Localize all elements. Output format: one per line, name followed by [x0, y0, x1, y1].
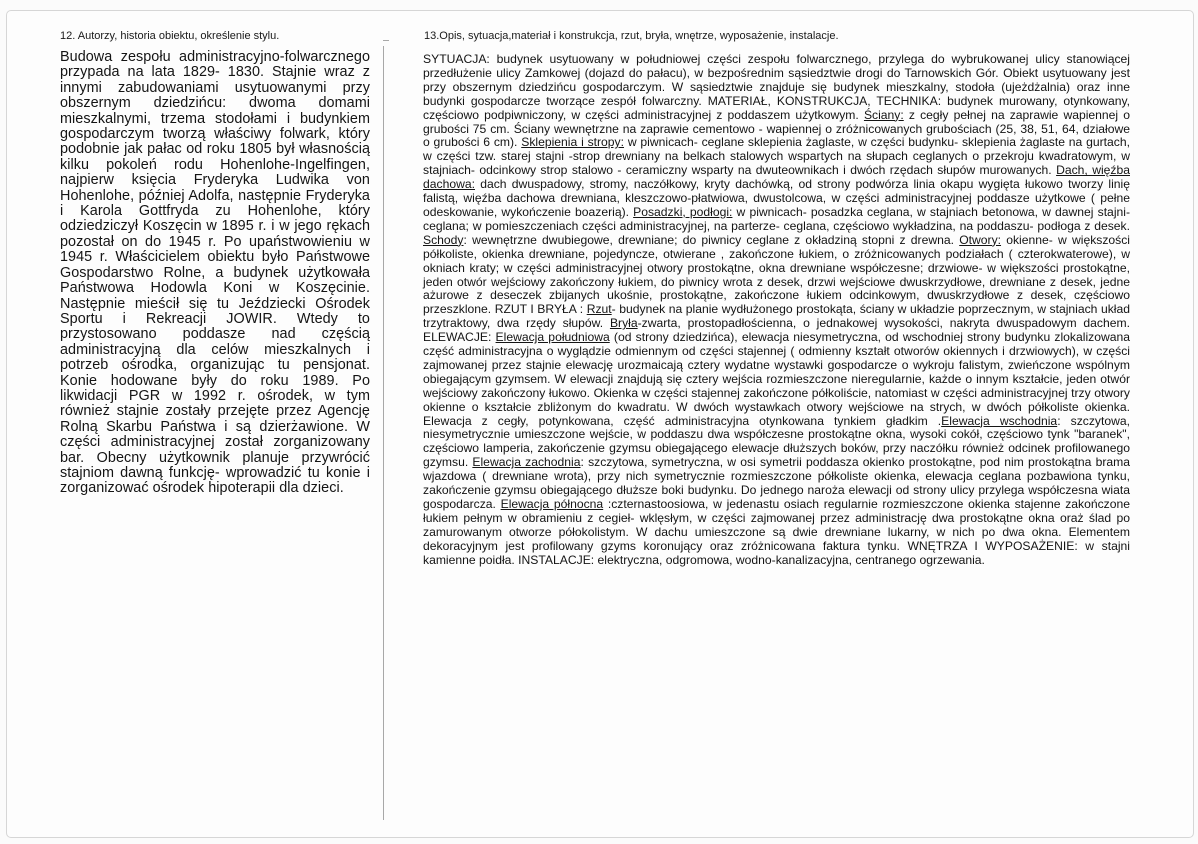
description-text: okienne- w większości półkoliste, okienka drewniane, pojedyncze, otwierane , zakończone łukiem, o zróżnicowanych podziałach ( czterokwaterowe), w okniach kraty; w części administracyjnej otwory prostokątne, okna drewniane współczesne; drzwiowe- w większości prostokątne, jeden otwór wejściowy zakończony łukiem, do piwnicy wrota z desek, drzwi wejściowe dwuskrzydłowe, drewniane z desek, jedne ażurowe z deseczek zbijanych ukośnie, prostokątne, zakończone łukiem odcinkowym, dwuskrzydłowe z desek, częściowo przeszklone. RZUT I BRYŁA : — [423, 232, 1130, 317]
history-paragraph: Budowa zespołu administracyjno-folwarcznego przypada na lata 1829- 1830. Stajnie wraz z innymi zabudowaniami usytuowanymi przy obszernym dziedzińcu: dwoma domami mieszkalnymi, trzema stodołami i budynkiem gospodarczym tworzą właściwy folwark, który podobnie jak pałac od roku 1805 był własnością kilku pokoleń rodu Hohenlohe-Ingelfingen, najpierw księcia Fryderyka Ludwika von Hohenlohe, później Adolfa, następnie Fryderyka i Karola Gottfryda zu Hohenlohe, który odziedziczył Koszęcin w 1895 r. i w jego rękach pozostał on do 1945 r. Po upaństwowieniu w 1945 r. Właścicielem obiektu było Państwowe Gospodarstwo Rolne, a budynek użytkowała Państwowa Hodowla Koni w Koszęcinie. Następnie mieścił się tu Jeździecki Ośrodek Sportu i Rekreacji JOWIR. Wtedy to przystosowano poddasze nad częścią administracyjną dla celów mieszkalnych i potrzeb ośrodka, organizując tu pensjonat. Konie hodowane były do roku 1989. Po likwidacji PGR w 1992 r. ośrodek, w tym również stajnie zostały przejęte przez Agencję Rolną Skarbu Państwa i są dzierżawione. W części administracyjnej został zorganizowany bar. Obecny użytkownik planuje przywrócić stajniom dawną funkcję- wprowadzić tu konie i zorganizować ośrodek hipoterapii dla dzieci. — [60, 49, 370, 497]
description-text: : szczytowa, niesymetrycznie umieszczone wejście, w poddaszu dwa współczesne prostokątne okna, wysoki cokół, częściowo tynk "baranek", częściowo lamperia, zakończenie gzymsu obiegającego elewacje dłuższych boków, przy naczółku również odcinek profilowanego gzymsu. — [423, 413, 1130, 470]
section-12-body — [60, 50, 370, 497]
subsection-heading: Ściany: — [863, 107, 904, 122]
column-divider — [383, 46, 384, 820]
subsection-heading: Elewacja wschodnia — [941, 413, 1058, 428]
subsection-heading: Elewacja zachodnia — [472, 455, 581, 470]
subsection-heading: Elewacja południowa — [495, 330, 610, 345]
section-13-header: 13.Opis, sytuacja,materiał i konstrukcja, rzut, bryła, wnętrze, wyposażenie, instalacje. — [424, 30, 839, 42]
description-text: - budynek na planie wydłużonego prostokąta, ściany w układzie poprzecznym, w stajniach układ trzytraktowy, dwa rzędy słupów. — [423, 302, 1130, 331]
description-text: -zwarta, prostopadłościenna, o jednakowej wysokości, nakryta dwuspadowym dachem. ELEWACJE: — [423, 316, 1130, 345]
description-text: : wewnętrzne dwubiegowe, drewniane; do piwnicy ceglane z okładziną stopni z drewna. — [463, 232, 960, 247]
description-paragraph — [423, 53, 1130, 568]
description-text: :czternastoosiowa, w jedenastu osiach regularnie rozmieszczone okienka stajenne zakończone łukiem pełnym w obramieniu z cegieł- wklęsłym, w części zajmowanej przez administrację dwa prostokątne okna oraż ślad po zamurowanym otworze półokolistym. W dachu umieszczone są dwie drewniane lukarny, w nich po dwa okna. Elementem dekoracyjnym jest profilowany gzyms koronujący oraz zróżnicowana faktura tynku. WNĘTRZA I WYPOSAŻENIE: w stajni kamienne poidła. INSTALACJE: elektryczna, odgromowa, wodno-kanalizacyjna, centranego ogrzewania. — [423, 497, 1131, 567]
subsection-heading: Sklepienia i stropy: — [521, 135, 625, 150]
subsection-heading: Schody — [423, 232, 464, 247]
section-12-header: 12. Autorzy, historia obiektu, określenie stylu. — [60, 30, 280, 42]
subsection-heading: Otwory: — [959, 232, 1002, 247]
subsection-heading: Bryła — [609, 316, 638, 331]
subsection-heading: Dach, więźba dachowa: — [423, 163, 1130, 192]
description-text: : szczytowa, symetryczna, w osi symetrii poddasza okienko prostokątne, pod nim prostokątna brama wjazdowa ( drewniane wrota), przy nich symetrycznie rozmieszczone półkoliste okienka, elewacja ceglana pozbawiona tynku, zakończenie gzymsu obiegającego dłuższe boki budynku. Do jednego naroża elewacji od strony ulicy przylega współczesna wiata gospodarcza. — [423, 455, 1131, 511]
subsection-heading: Elewacja północna — [500, 497, 604, 511]
description-text: SYTUACJA: budynek usytuowany w południowej części zespołu folwarcznego, przylega do wybrukowanej ulicy stanowiącej przedłużenie ulicy Zamkowej (dojazd do pałacu), w bezpośrednim sąsiedztwie drogi do Tarnowskich Gór. Obiekt usytuowany jest przy obszernym dziedzińcu gospodarczym. W sąsiedztwie znajduje się budynek mieszkalny, stodoła (ujeżdżalnia) oraz inne budynki gospodarcze tworzące zespół folwarczny. MATERIAŁ, KONSTRUKCJA, TECHNIKA: budynek murowany, otynkowany, częściowo podpiwniczony, w części administracyjnej z poddaszem użytkowym. — [423, 52, 1130, 122]
description-text: w piwnicach- posadzka ceglana, w stajniach betonowa, w dawnej stajni- ceglana; w pomieszczeniach części administracyjnej, na parterze- ceglana, częściowo wykładzina, na poddaszu- podłoga z desek. — [423, 204, 1131, 233]
subsection-heading: Posadzki, podłogi: — [633, 204, 733, 219]
description-text: dach dwuspadowy, stromy, naczółkowy, kryty dachówką, od strony podwórza linia okapu wygięta łukowo tworzy linię falistą, więźba dachowa drewniana, kleszczowo-płatwiowa, dwustolcowa, w części administracyjnej poddasze użytkowe ( pełne odeskowanie, wykończenie boazerią). — [423, 177, 1130, 219]
section-13-body — [423, 53, 1130, 568]
description-text: z cegły pełnej na zaprawie wapiennej o grubości 75 cm. Ściany wewnętrzne na zaprawie cementowo - wapiennej o zróżnicowanych grubościach (25, 38, 51, 64, działowe o grubości 6 cm). — [423, 107, 1130, 150]
description-text: w piwnicach- ceglane sklepienia żaglaste, w części budynku- sklepienia żaglaste na gurtach, w części tzw. starej stajni -strop drewniany na belkach stalowych wspartych na słupach ceglanych o przekroju kwadratowym, w stajniach- odcinkowy strop stalowo - ceramiczny wsparty na dwuteownikach i dwóch rzędach słupów murowanych. — [423, 135, 1130, 178]
subsection-heading: Rzut — [586, 302, 612, 317]
column-divider-cap — [383, 40, 389, 41]
description-text: (od strony dziedzińca), elewacja niesymetryczna, od wschodniej strony budynku zlokalizowana część administracyjna o wyglądzie odmiennym od części stajennej ( odmienny kształt otworów okiennych i drzwiowych), w części zajmowanej przez stajnie elewację urozmaicają cztery wydatne wystawki gospodarcze o wykroju falistym, zwieńczone wspólnym obiegającym gzymsem. W elewacji znajdują się cztery wejścia rozmieszczone nieregularnie, każde o innym kształcie, jeden otwór wejściowy zakończony łukowo. Okienka w części stajennej zakończone półkoliście, natomiast w części administracyjnej trzy otwory okienne o kształcie zbliżonym do kwadratu. W dwóch wystawkach otwory wejściowe na strych, w dwóch półkoliste okienka. Elewacja z cegły, potynkowana, część administracyjna otynkowana tynkiem gładkim . — [423, 330, 1130, 428]
